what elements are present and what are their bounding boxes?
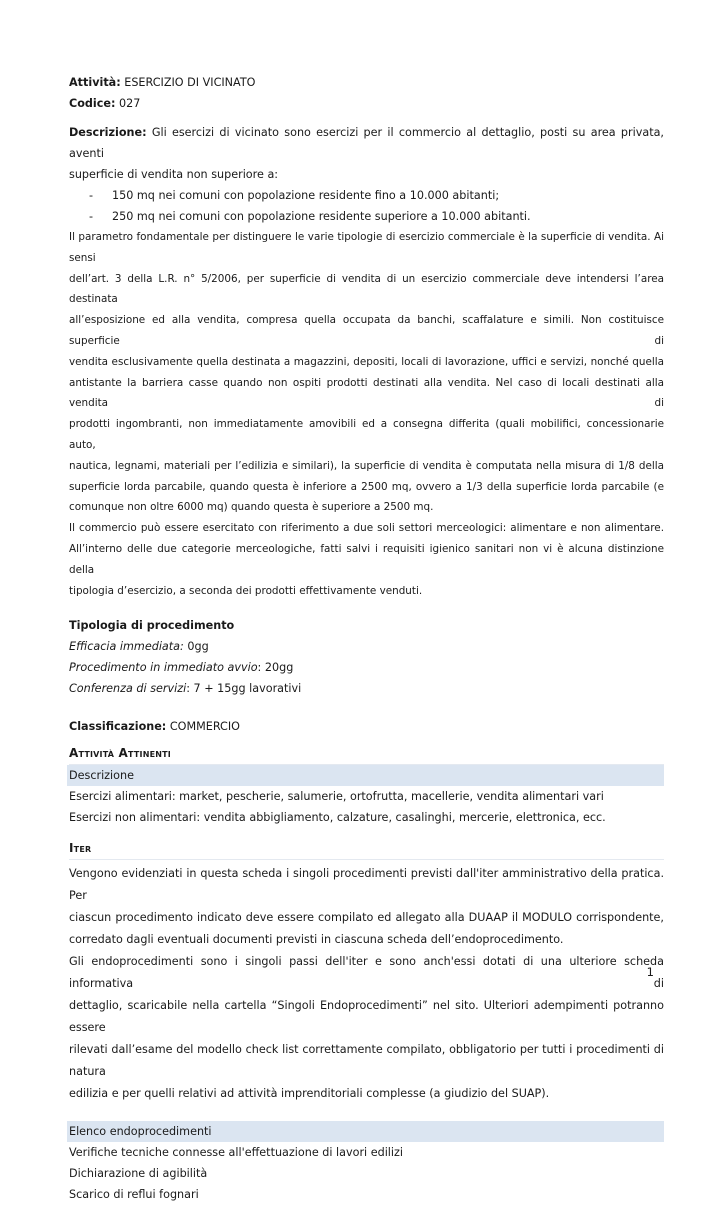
superficie-list: [69, 185, 664, 227]
attinenti-line: Esercizi alimentari: market, pescherie, salumerie, ortofrutta, macellerie, vendita alimentari vari: [69, 790, 604, 804]
classificazione-line: Classificazione: COMMERCIO: [69, 720, 240, 734]
tipologia-item: Efficacia immediata: 0gg: [69, 640, 209, 654]
commercio-paragraph: Il commercio può essere esercitato con riferimento a due soli settori merceologici: alimentare e non alimentare. All’interno delle due categorie merceologiche, fatti salvi i requisiti igienico sanitari non vi è alcuna distinzione della tipologia d’esercizio, a seconda dei prodotti effettivamente venduti.: [69, 522, 664, 597]
attivita-label: Attività:: [69, 76, 121, 89]
list-item: Dichiarazione di agibilità: [69, 1167, 208, 1181]
attivita-attinenti-heading: Attività Attinenti: [69, 743, 664, 765]
document-page: [69, 66, 664, 1205]
tipologia-item: Conferenza di servizi: 7 + 15gg lavorativi: [69, 682, 302, 696]
codice-value: 027: [115, 97, 141, 110]
tipologia-heading: Tipologia di procedimento: [69, 619, 235, 633]
descrizione-line-1: Descrizione: Gli esercizi di vicinato sono esercizi per il commercio al dettaglio, posti su area privata, aventi: [69, 126, 664, 160]
codice-label: Codice:: [69, 97, 116, 110]
attinenti-line: Esercizi non alimentari: vendita abbigliamento, calzature, casalinghi, mercerie, elettronica, ecc.: [69, 811, 606, 825]
attivita-value: ESERCIZIO DI VICINATO: [120, 76, 256, 89]
list-item: Verifiche tecniche connesse all'effettuazione di lavori edilizi: [69, 1146, 404, 1160]
descrizione-line-2: superficie di vendita non superiore a:: [69, 168, 279, 181]
codice-line: [69, 93, 664, 114]
iter-paragraph: Vengono evidenziati in questa scheda i singoli procedimenti previsti dall'iter amministrativo della pratica. Per ciascun procedimento indicato deve essere compilato ed allegato alla DUAAP il MODULO corrispondente, corredato dagli eventuali documenti previsti in ciascuna scheda dell’endoprocedimento. Gli endoprocedimenti sono i singoli passi dell'iter e sono anch'essi dotati di una ulteriore scheda informativa di dettaglio, scaricabile nella cartella “Singoli Endoprocedimenti” nel sito. Ulteriori adempimenti potranno essere rilevati dall’esame del modello check list correttamente compilato, obbligatorio per tutti i procedimenti di natura edilizia e per quelli relativi ad attività imprenditoriali complesse (a giudizio del SUAP).: [69, 867, 664, 1101]
attivita-line: [69, 72, 664, 93]
descrizione-bar: Descrizione: [67, 765, 664, 786]
parametro-paragraph: Il parametro fondamentale per distinguere le varie tipologie di esercizio commerciale è la superficie di vendita. Ai sensi dell’art. 3 della L.R. n° 5/2006, per superficie di vendita di un esercizio commerciale deve intendersi l’area destinata all’esposizione ed alla vendita, compresa quella occupata da banchi, scaffalature e simili. Non costituisce superficie di vendita esclusivamente quella destinata a magazzini, depositi, locali di lavorazione, uffici e servizi, nonché quella antistante la barriera casse quando non ospiti prodotti destinati alla vendita. Nel caso di locali destinati alla vendita di prodotti ingombranti, non immediatamente amovibili ed a consegna differita (quali mobilifici, concessionarie auto, nautica, legnami, materiali per l’edilizia e similari), la superficie di vendita è computata nella misura di 1/8 della superficie lorda parcabile, quando questa è inferiore a 2500 mq, ovvero a 1/3 della superficie lorda parcabile (e comunque non oltre 6000 mq) quando questa è superiore a 2500 mq.: [69, 231, 664, 514]
endoprocedimenti-bar: Elenco endoprocedimenti: [67, 1121, 664, 1142]
list-item: - 250 mq nei comuni con popolazione residente superiore a 10.000 abitanti.: [89, 210, 531, 223]
tipologia-item: Procedimento in immediato avvio: 20gg: [69, 661, 294, 675]
list-item: - 150 mq nei comuni con popolazione residente fino a 10.000 abitanti;: [89, 189, 500, 202]
page-number: 1: [646, 965, 654, 979]
descrizione-label: Descrizione:: [69, 126, 147, 139]
list-item: Scarico di reflui fognari: [69, 1188, 199, 1202]
iter-heading: Iter: [69, 838, 664, 860]
